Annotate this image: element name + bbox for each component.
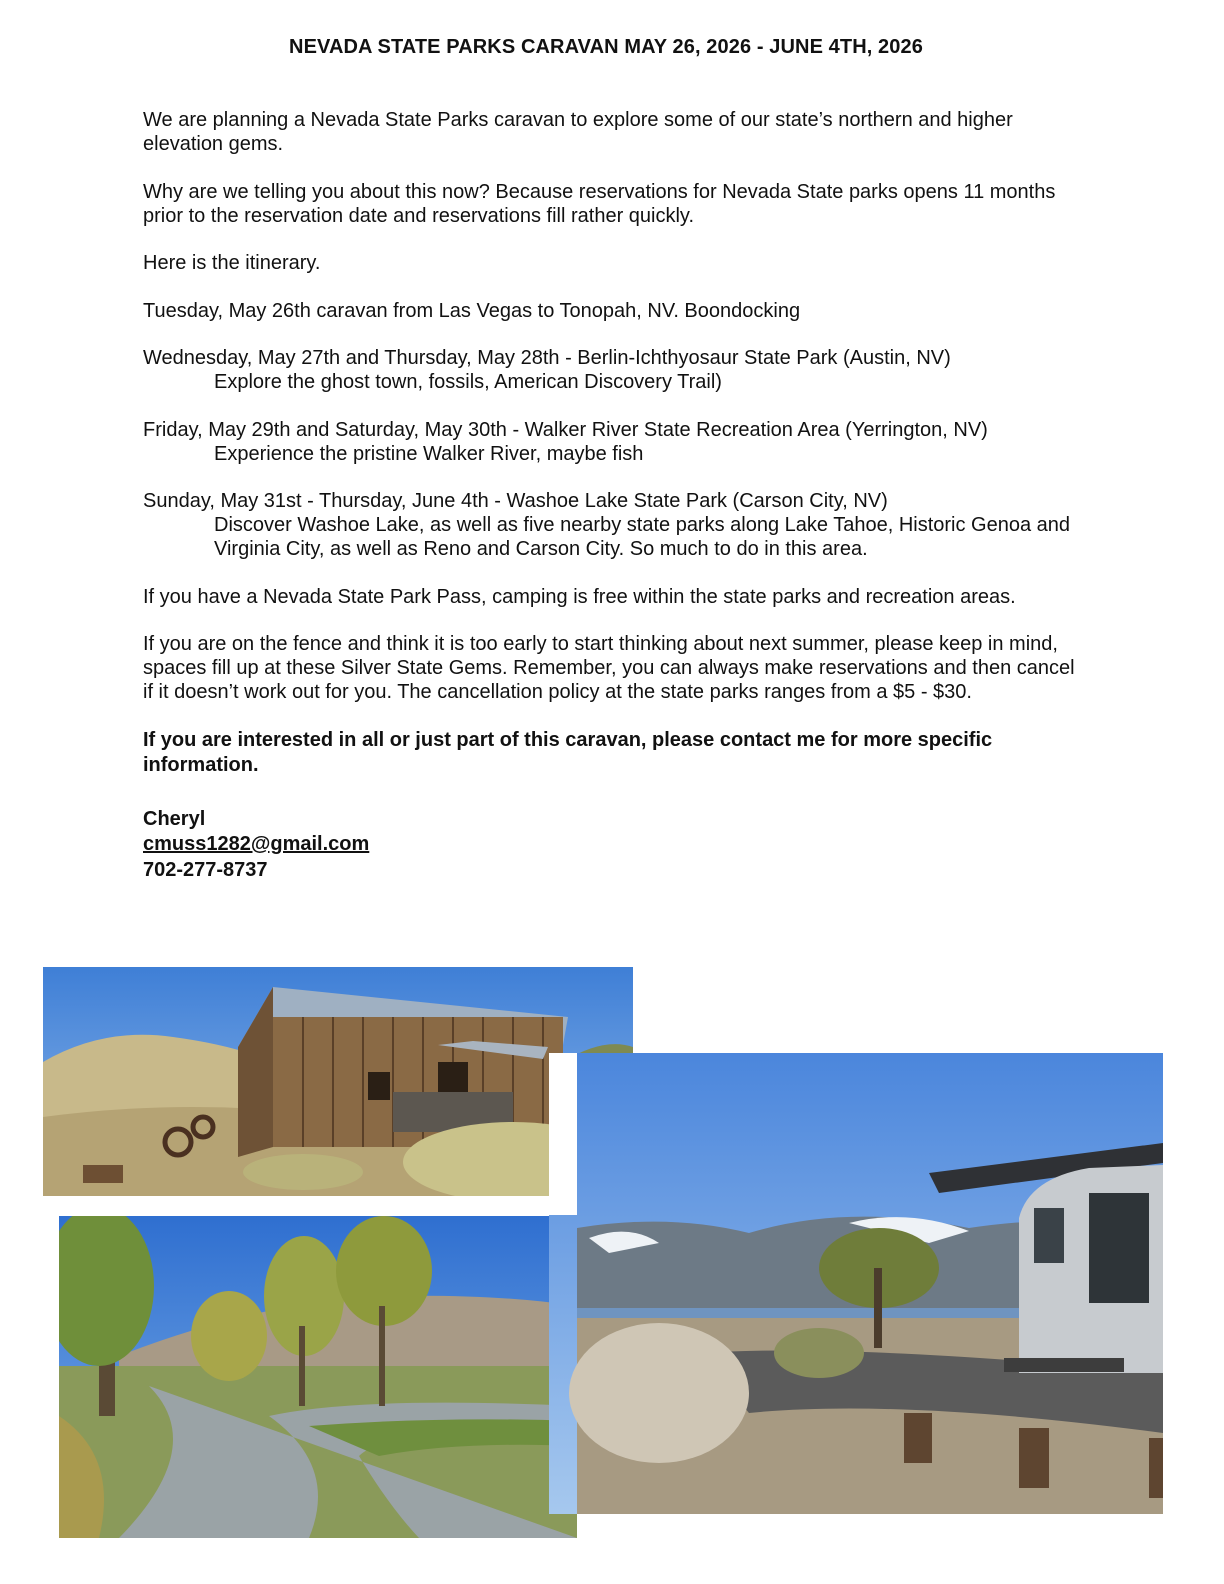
contact-email-link[interactable]: cmuss1282@gmail.com <box>143 833 370 855</box>
itinerary-day-1 <box>143 299 1083 323</box>
itinerary-heading: Wednesday, May 27th and Thursday, May 28th - Berlin-Ichthyosaur State Park (Austin, NV) <box>143 347 951 369</box>
page-title: NEVADA STATE PARKS CARAVAN MAY 26, 2026 - JUNE 4TH, 2026 <box>289 36 923 58</box>
walker-river-photo <box>59 1216 577 1538</box>
itinerary-detail: Discover Washoe Lake, as well as five nearby state parks along Lake Tahoe, Historic Genoa and Virginia City, as well as Reno and Carson City. So much to do in this area. <box>214 514 1071 560</box>
itinerary-heading: Tuesday, May 26th caravan from Las Vegas to Tonopah, NV. Boondocking <box>143 299 801 322</box>
why-paragraph: Why are we telling you about this now? Because reservations for Nevada State parks opens 11 months prior to the reservation date and reservations fill rather quickly. <box>143 180 1056 227</box>
contact-name: Cheryl <box>143 807 206 830</box>
washoe-lake-camp-photo <box>549 1053 1163 1514</box>
contact-block <box>143 807 1083 884</box>
itinerary-day-3 <box>143 418 1083 466</box>
itinerary-day-4 <box>143 489 1083 561</box>
ghost-town-photo <box>43 967 633 1196</box>
letter-body <box>143 108 1083 883</box>
itinerary-detail: Experience the pristine Walker River, maybe fish <box>214 442 644 465</box>
fence-paragraph: If you are on the fence and think it is too early to start thinking about next summer, please keep in mind, spaces fill up at these Silver State Gems. Remember, you can always make reservations and then cancel if it doesn’t work out for you. The cancellation policy at the state parks ranges from a $5 - $30. <box>143 633 1075 703</box>
intro-paragraph: We are planning a Nevada State Parks caravan to explore some of our state’s northern and higher elevation gems. <box>143 109 1013 155</box>
pass-paragraph: If you have a Nevada State Park Pass, camping is free within the state parks and recreation areas. <box>143 585 1016 608</box>
itinerary-day-2 <box>143 346 1083 394</box>
itinerary-heading: Friday, May 29th and Saturday, May 30th - Walker River State Recreation Area (Yerrington, NV) <box>143 418 988 441</box>
itinerary-detail: Explore the ghost town, fossils, American Discovery Trail) <box>214 371 722 393</box>
contact-phone: 702-277-8737 <box>143 858 268 881</box>
call-to-action: If you are interested in all or just part of this caravan, please contact me for more specific information. <box>143 728 993 776</box>
itinerary-intro: Here is the itinerary. <box>143 252 321 274</box>
itinerary-heading: Sunday, May 31st - Thursday, June 4th - Washoe Lake State Park (Carson City, NV) <box>143 490 888 512</box>
